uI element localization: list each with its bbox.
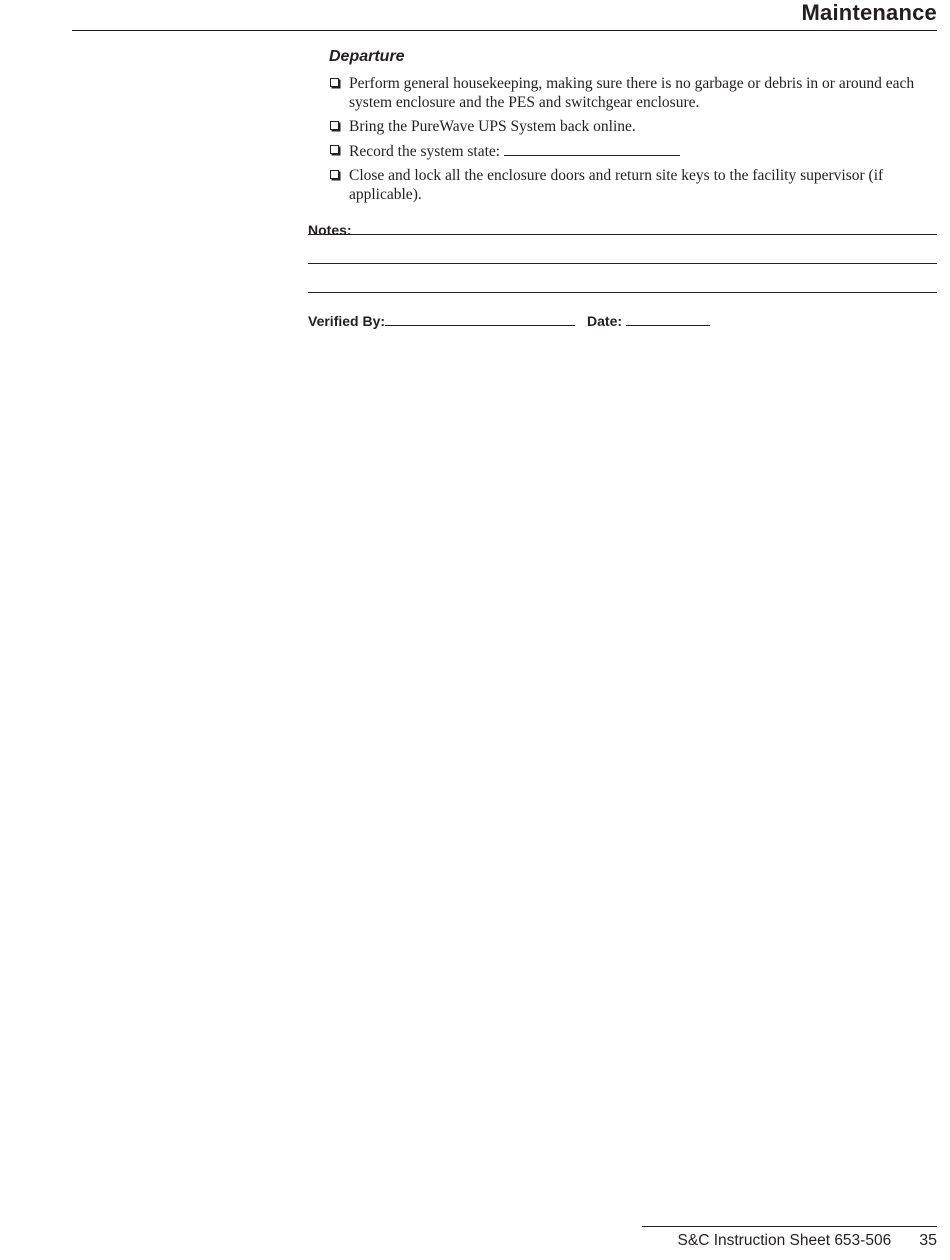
page-footer <box>678 1232 937 1250</box>
notes-block <box>308 222 937 293</box>
document-label: S&C Instruction Sheet 653-506 <box>677 1232 892 1249</box>
verified-by-blank[interactable] <box>385 313 575 326</box>
checklist-item-text: Bring the PureWave UPS System back online. <box>349 118 636 135</box>
verified-by-label: Verified By: <box>308 313 386 329</box>
departure-heading: Departure <box>329 48 405 65</box>
date-blank[interactable] <box>626 313 710 326</box>
verification-row <box>308 313 937 329</box>
checkbox-icon[interactable] <box>330 121 339 130</box>
checkbox-icon[interactable] <box>330 78 339 87</box>
departure-section <box>308 48 937 329</box>
checklist-item-text: Record the system state: <box>349 143 501 160</box>
notes-line-1[interactable] <box>308 234 937 235</box>
checkbox-icon[interactable] <box>330 170 339 179</box>
checkbox-icon[interactable] <box>330 145 339 154</box>
checklist-item-close-lock <box>329 166 937 204</box>
checklist-item-text: Close and lock all the enclosure doors and return site keys to the facility supervisor (if applicable). <box>349 167 884 203</box>
page-section-title: Maintenance <box>801 0 937 25</box>
date-label: Date: <box>587 313 623 329</box>
checklist-item-bring-online <box>329 117 937 136</box>
system-state-blank[interactable] <box>504 141 680 156</box>
header-divider <box>72 30 937 31</box>
page-number: 35 <box>919 1232 937 1249</box>
notes-line-2[interactable] <box>308 263 937 264</box>
footer-divider <box>642 1226 937 1227</box>
checklist-item-housekeeping <box>329 74 937 112</box>
checklist-item-record-state <box>329 141 937 161</box>
departure-checklist <box>329 74 937 204</box>
notes-line-3[interactable] <box>308 292 937 293</box>
notes-label: Notes: <box>308 222 352 238</box>
checklist-item-text: Perform general housekeeping, making sure there is no garbage or debris in or around each system enclosure and the PES and switchgear enclosure. <box>349 75 915 111</box>
